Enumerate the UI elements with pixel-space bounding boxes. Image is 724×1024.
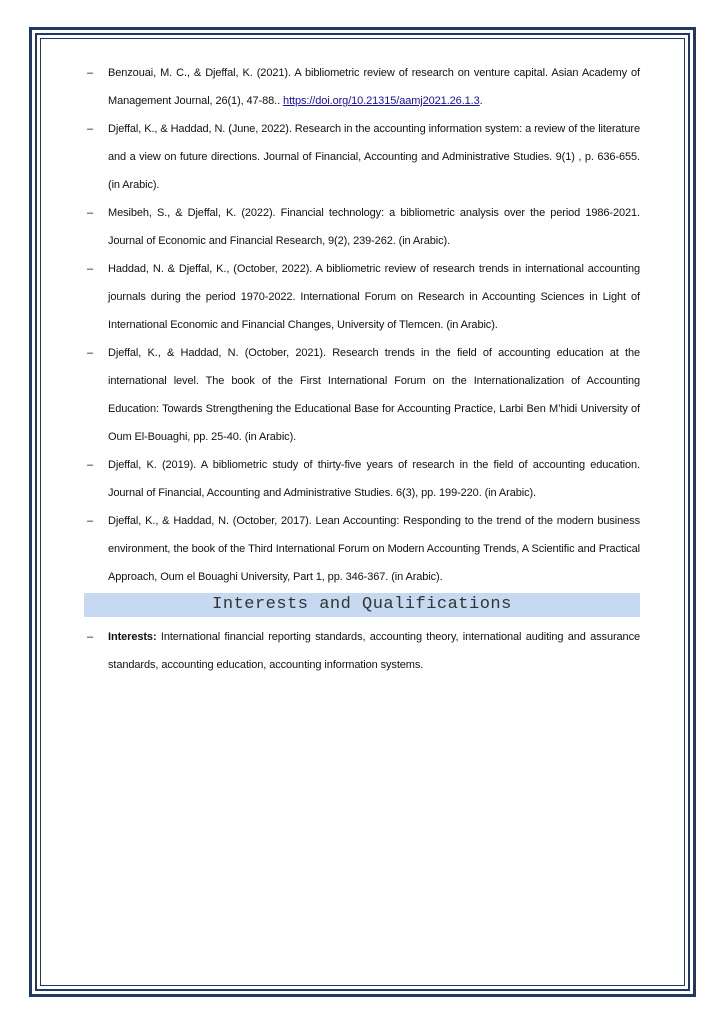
reference-text: Djeffal, K., & Haddad, N. (October, 2017). Lean Accounting: Responding to the trend of the modern business environment, the book of the Third International Forum on Modern Accounting Trends, A Scientific and Practical Approach, Oum el Bouaghi University, Part 1, pp. 346-367. (in Arabic). <box>108 515 640 583</box>
document-body <box>84 59 640 679</box>
reference-item <box>84 451 640 507</box>
list-dash: – <box>87 459 94 471</box>
reference-text: Mesibeh, S., & Djeffal, K. (2022). Financial technology: a bibliometric analysis over the period 1986-2021. Journal of Economic and Financial Research, 9(2), 239-262. (in Arabic). <box>108 207 640 247</box>
reference-tail: . <box>479 95 483 107</box>
list-dash: – <box>87 67 94 79</box>
doi-link[interactable]: https://doi.org/10.21315/aamj2021.26.1.3 <box>283 95 480 107</box>
reference-list <box>84 59 640 591</box>
reference-text: Benzouai, M. C., & Djeffal, K. (2021). A bibliometric review of research on venture capital. Asian Academy of Management Journal, 26(1), 47-88.. <box>108 67 640 107</box>
reference-item <box>84 115 640 199</box>
reference-text: Djeffal, K., & Haddad, N. (June, 2022). Research in the accounting information system: a review of the literature and a view on future directions. Journal of Financial, Accounting and Administrative Studies. 9(1) , p. 636-655. (in Arabic). <box>108 123 640 191</box>
reference-item <box>84 507 640 591</box>
interests-item <box>84 623 640 679</box>
reference-text: Haddad, N. & Djeffal, K., (October, 2022). A bibliometric review of research trends in international accounting journals during the period 1970-2022. International Forum on Research in Accounting Sciences in Light of International Economic and Financial Changes, University of Tlemcen. (in Arabic). <box>108 263 640 331</box>
list-dash: – <box>87 347 94 359</box>
reference-item <box>84 59 640 115</box>
reference-text: Djeffal, K., & Haddad, N. (October, 2021). Research trends in the field of accounting education at the international level. The book of the First International Forum on the Internationalization of Accounting Education: Towards Strengthening the Educational Base for Accounting Practice, Larbi Ben M’hidi University of Oum El-Bouaghi, pp. 25-40. (in Arabic). <box>108 347 640 443</box>
reference-text: Djeffal, K. (2019). A bibliometric study of thirty-five years of research in the field of accounting education. Journal of Financial, Accounting and Administrative Studies. 6(3), pp. 199-220. (in Arabic). <box>108 459 640 499</box>
reference-item <box>84 339 640 451</box>
list-dash: – <box>87 631 94 643</box>
reference-item <box>84 199 640 255</box>
list-dash: – <box>87 263 94 275</box>
interests-list <box>84 623 640 679</box>
list-dash: – <box>87 123 94 135</box>
reference-item <box>84 255 640 339</box>
interests-label: Interests: <box>108 631 157 643</box>
list-dash: – <box>87 207 94 219</box>
section-heading-interests: Interests and Qualifications <box>84 593 640 617</box>
list-dash: – <box>87 515 94 527</box>
interests-text: International financial reporting standards, accounting theory, international auditing and assurance standards, accounting education, accounting information systems. <box>108 631 640 671</box>
